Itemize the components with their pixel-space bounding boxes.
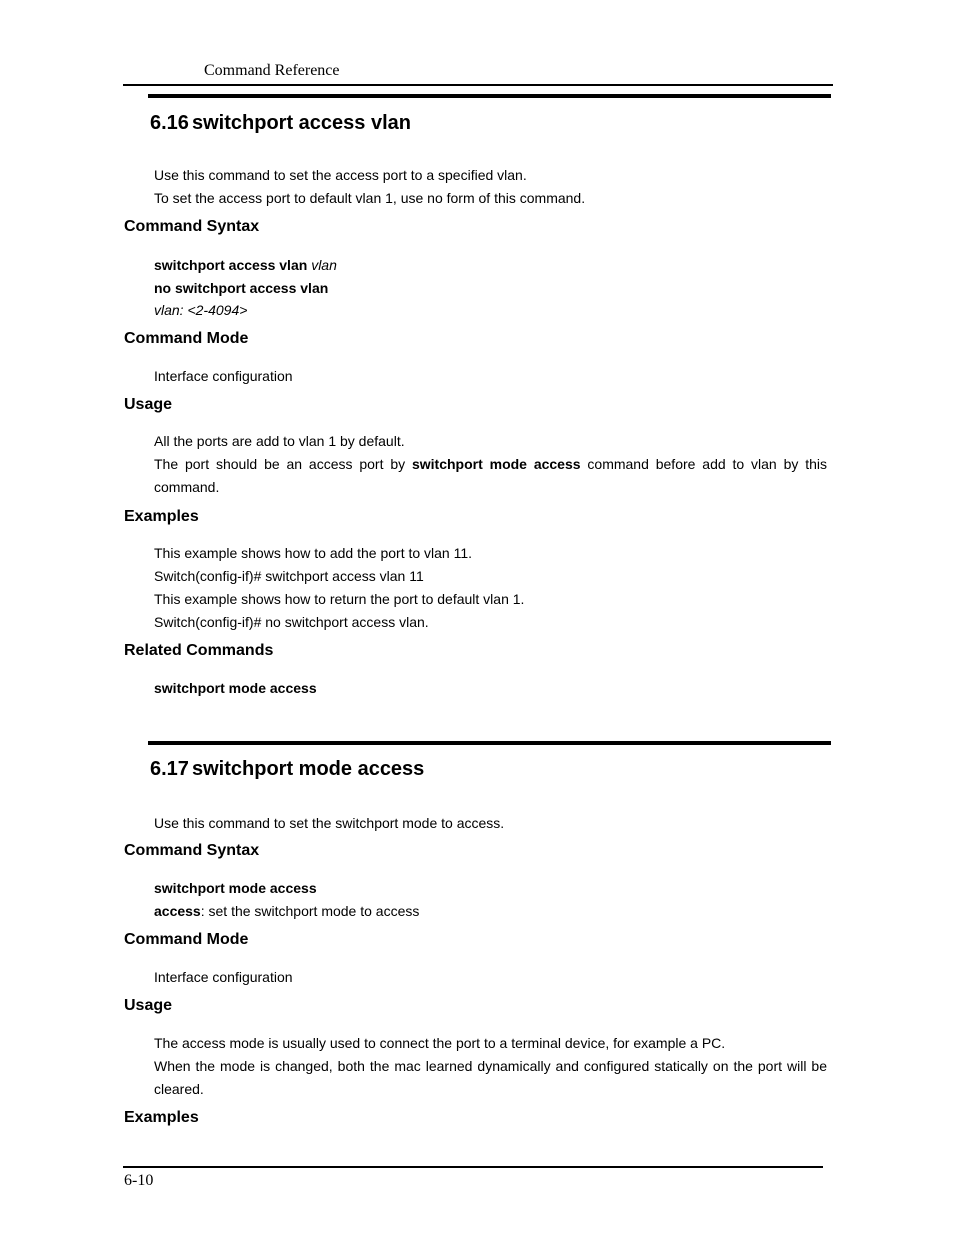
- syntax-parameter: vlan: <2-4094>: [154, 302, 248, 318]
- heading-examples: Examples: [124, 1109, 199, 1126]
- syntax-parameter-name: access: [154, 903, 201, 919]
- example-line: Switch(config-if)# switchport access vlan 11: [154, 568, 424, 584]
- syntax-parameter-desc: : set the switchport mode to access: [200, 903, 420, 919]
- usage-line: All the ports are add to vlan 1 by default.: [154, 433, 405, 449]
- footer-rule: [123, 1166, 823, 1168]
- command-mode-text: Interface configuration: [154, 969, 293, 985]
- syntax-argument: vlan: [311, 257, 337, 273]
- description-line: To set the access port to default vlan 1, use no form of this command.: [154, 190, 586, 206]
- heading-command-syntax: Command Syntax: [124, 218, 260, 235]
- page-number: 6-10: [124, 1172, 154, 1189]
- related-command: switchport mode access: [154, 680, 317, 696]
- heading-command-mode: Command Mode: [124, 330, 249, 347]
- example-line: This example shows how to return the port to default vlan 1.: [154, 591, 525, 607]
- section-title-text: switchport mode access: [192, 758, 425, 780]
- usage-text: command before add to vlan by this command.: [154, 456, 827, 495]
- heading-usage: Usage: [124, 997, 173, 1014]
- heading-examples: Examples: [124, 508, 199, 525]
- command-mode-text: Interface configuration: [154, 368, 293, 384]
- section-title-6-16: [150, 112, 411, 135]
- description-line: Use this command to set the access port to a specified vlan.: [154, 167, 527, 183]
- usage-command-bold: switchport mode access: [411, 456, 581, 472]
- usage-paragraph: When the mode is changed, both the mac learned dynamically and configured statically on the port will be cleared.: [154, 1058, 827, 1097]
- heading-command-syntax: Command Syntax: [124, 842, 260, 859]
- running-header: Command Reference: [204, 62, 340, 79]
- syntax-parameter: [154, 903, 419, 919]
- section-number: 6.17: [150, 758, 189, 780]
- section-title-text: switchport access vlan: [192, 112, 411, 134]
- section-number: 6.16: [150, 112, 189, 134]
- syntax-command: switchport access vlan: [154, 257, 308, 273]
- section-title-6-17: [150, 758, 424, 781]
- header-rule: [123, 84, 833, 86]
- syntax-no-command: no switchport access vlan: [154, 280, 329, 296]
- example-line: This example shows how to add the port to vlan 11.: [154, 545, 473, 561]
- heading-related-commands: Related Commands: [124, 642, 274, 659]
- section-divider-6-17: [148, 741, 831, 745]
- example-line: Switch(config-if)# no switchport access vlan.: [154, 614, 429, 630]
- usage-paragraph: [154, 453, 827, 499]
- usage-line: The access mode is usually used to connect the port to a terminal device, for example a PC.: [154, 1035, 726, 1051]
- usage-text: The port should be an access port by: [154, 456, 412, 472]
- heading-usage: Usage: [124, 396, 173, 413]
- syntax-command: switchport mode access: [154, 880, 317, 896]
- syntax-line: [154, 257, 337, 273]
- description-line: Use this command to set the switchport mode to access.: [154, 815, 505, 831]
- section-divider-6-16: [148, 94, 831, 98]
- heading-command-mode: Command Mode: [124, 931, 249, 948]
